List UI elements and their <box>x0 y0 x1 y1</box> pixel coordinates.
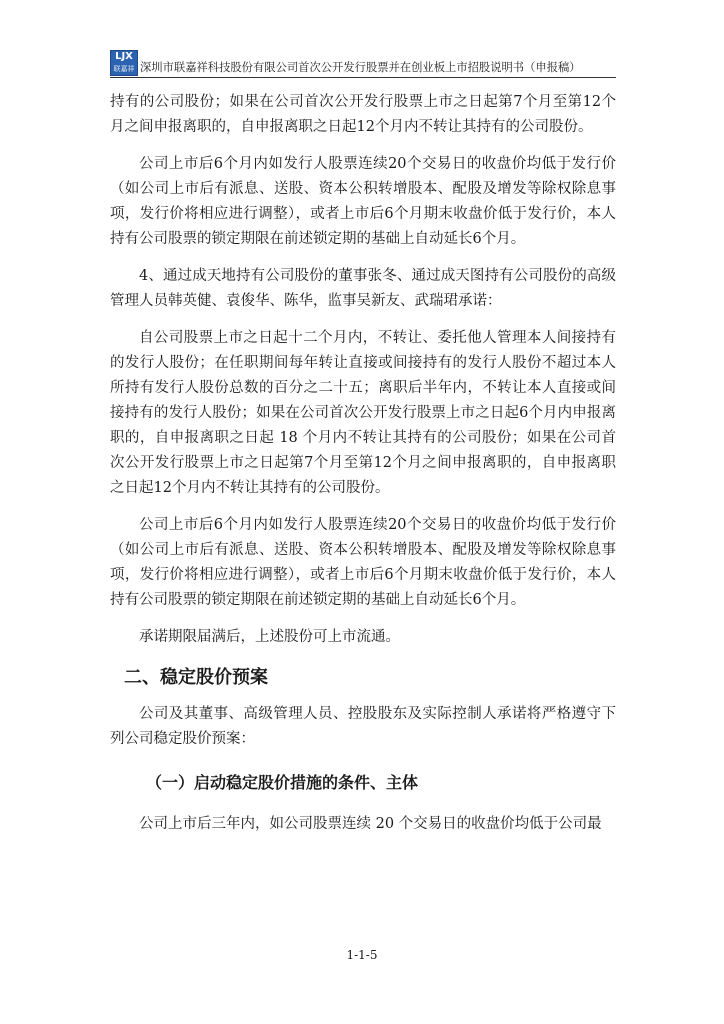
header-title: 深圳市联嘉祥科技股份有限公司首次公开发行股票并在创业板上市招股说明书（申报稿） <box>140 61 581 74</box>
subsection-text: 公司上市后三年内，如公司股票连续 20 个交易日的收盘价均低于公司最 <box>139 816 602 832</box>
subsection-heading: （一）启动稳定股价措施的条件、主体 <box>146 773 419 792</box>
paragraph: 公司上市后6个月内如发行人股票连续20个交易日的收盘价均低于发行价（如公司上市后有派息、送股、资本公积转增股本、配股及增发等除权除息事项，发行价将相应进行调整），或者上市后6个月期末收盘价低于发行价，本人持有公司股票的锁定期限在前述锁定期的基础上自动延长6个月。 <box>110 517 616 608</box>
page-number: 1-1-5 <box>346 948 378 962</box>
logo-subtext: 联嘉祥 <box>113 65 135 73</box>
paragraph: 承诺期限届满后，上述股份可上市流通。 <box>139 629 400 645</box>
logo-text: LJX <box>115 51 133 62</box>
company-logo <box>110 50 138 76</box>
page-body <box>110 90 616 837</box>
paragraph: 公司上市后6个月内如发行人股票连续20个交易日的收盘价均低于发行价（如公司上市后有派息、送股、资本公积转增股本、配股及增发等除权除息事项，发行价将相应进行调整），或者上市后6个月期末收盘价低于发行价，本人持有公司股票的锁定期限在前述锁定期的基础上自动延长6个月。 <box>110 156 616 247</box>
paragraph: 自公司股票上市之日起十二个月内，不转让、委托他人管理本人间接持有的发行人股份；在任职期间每年转让直接或间接持有的发行人股份不超过本人所持有发行人股份总数的百分之二十五；离职后半年内，不转让本人直接或间接持有的发行人股份；如果在公司首次公开发行股票上市之日起6个月内申报离职的，自申报离职之日起 18 个月内不转让其持有的公司股份；如果在公司首次公开发行股票上市之日起第7个月至第12个月之间申报离职的，自申报离职之日起12个月内不转让其持有的公司股份。 <box>110 330 616 496</box>
section-heading: 二、稳定股价预案 <box>124 667 268 688</box>
header-divider <box>110 77 616 78</box>
section-intro: 公司及其董事、高级管理人员、控股股东及实际控制人承诺将严格遵守下列公司稳定股价预案： <box>110 706 616 747</box>
page-header <box>110 50 616 77</box>
paragraph: 持有的公司股份；如果在公司首次公开发行股票上市之日起第7个月至第12个月之间申报离职的，自申报离职之日起12个月内不转让其持有的公司股份。 <box>110 94 616 135</box>
paragraph: 4、通过成天地持有公司股份的董事张冬、通过成天图持有公司股份的高级管理人员韩英健、袁俊华、陈华，监事吴新友、武瑞珺承诺： <box>110 268 616 309</box>
